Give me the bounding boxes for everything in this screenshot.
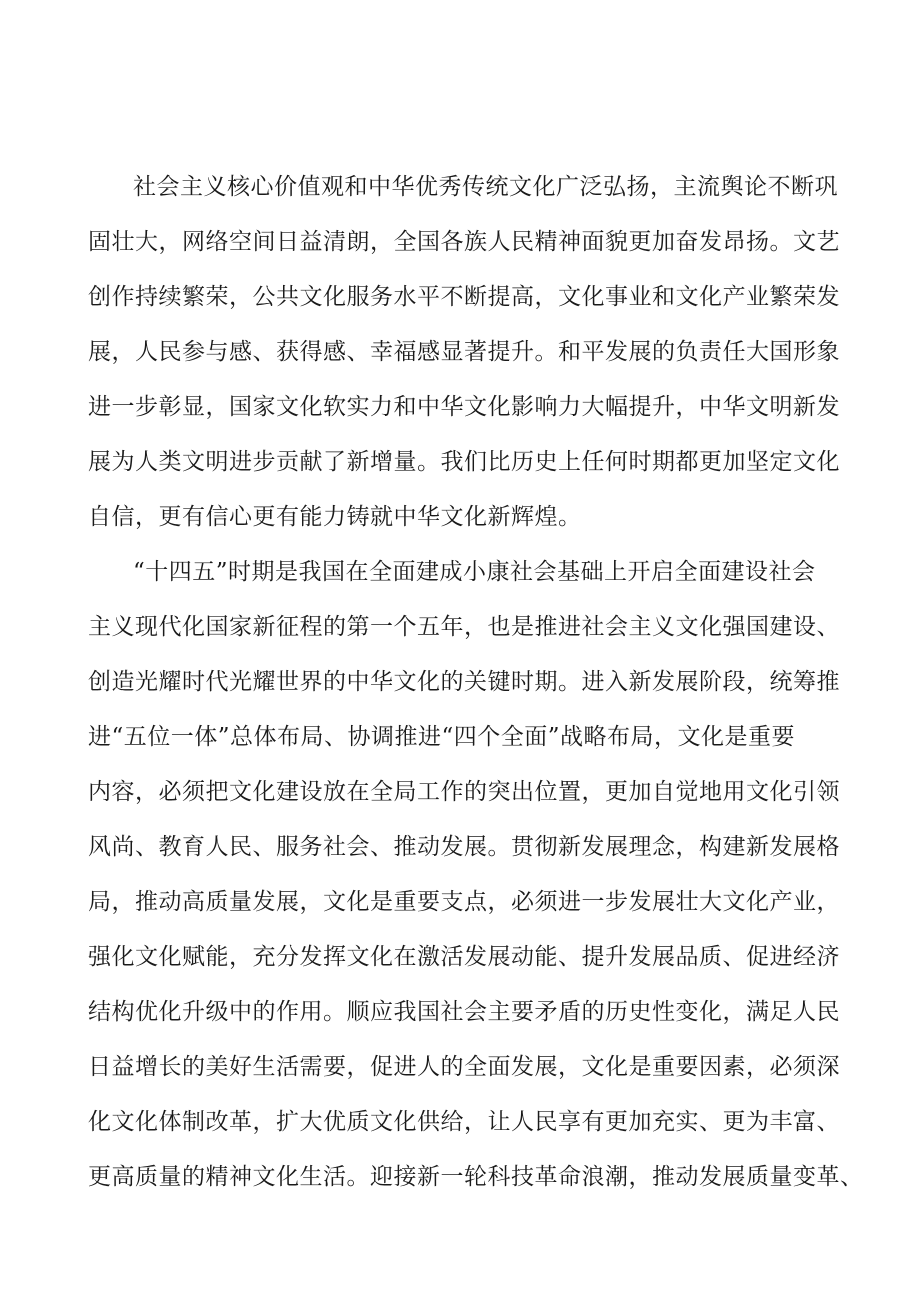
text-line: 强化文化赋能，充分发挥文化在激活发展动能、提升发展品质、促进经济 [88,944,840,970]
text-line: 局，推动高质量发展，文化是重要支点，必须进一步发展壮大文化产业， [88,889,840,915]
text-line: 主义现代化国家新征程的第一个五年，也是推进社会主义文化强国建设、 [88,614,840,640]
text-line: 展，人民参与感、获得感、幸福感显著提升。和平发展的负责任大国形象 [88,339,840,365]
text-line: “十四五”时期是我国在全面建成小康社会基础上开启全面建设社会 [133,559,816,585]
text-line: 结构优化升级中的作用。顺应我国社会主要矛盾的历史性变化，满足人民 [88,999,840,1025]
text-line: 社会主义核心价值观和中华优秀传统文化广泛弘扬，主流舆论不断巩 [133,174,838,200]
text-line: 固壮大，网络空间日益清朗，全国各族人民精神面貌更加奋发昂扬。文艺 [88,229,840,255]
text-line: 化文化体制改革，扩大优质文化供给，让人民享有更加充实、更为丰富、 [88,1109,840,1135]
text-line: 更高质量的精神文化生活。迎接新一轮科技革命浪潮，推动发展质量变革、 [88,1164,864,1190]
text-line: 创造光耀时代光耀世界的中华文化的关键时期。进入新发展阶段，统筹推 [88,669,840,695]
text-line: 风尚、教育人民、服务社会、推动发展。贯彻新发展理念，构建新发展格 [88,834,840,860]
text-line: 进“五位一体”总体布局、协调推进“四个全面”战略布局，文化是重要 [88,724,796,750]
text-line: 自信，更有信心更有能力铸就中华文化新辉煌。 [88,504,582,530]
text-line: 进一步彰显，国家文化软实力和中华文化影响力大幅提升，中华文明新发 [88,394,840,420]
text-line: 内容，必须把文化建设放在全局工作的突出位置，更加自觉地用文化引领 [88,779,840,805]
text-line: 创作持续繁荣，公共文化服务水平不断提高，文化事业和文化产业繁荣发 [88,284,840,310]
text-line: 展为人类文明进步贡献了新增量。我们比历史上任何时期都更加坚定文化 [88,449,840,475]
text-line: 日益增长的美好生活需要，促进人的全面发展，文化是重要因素，必须深 [88,1054,840,1080]
